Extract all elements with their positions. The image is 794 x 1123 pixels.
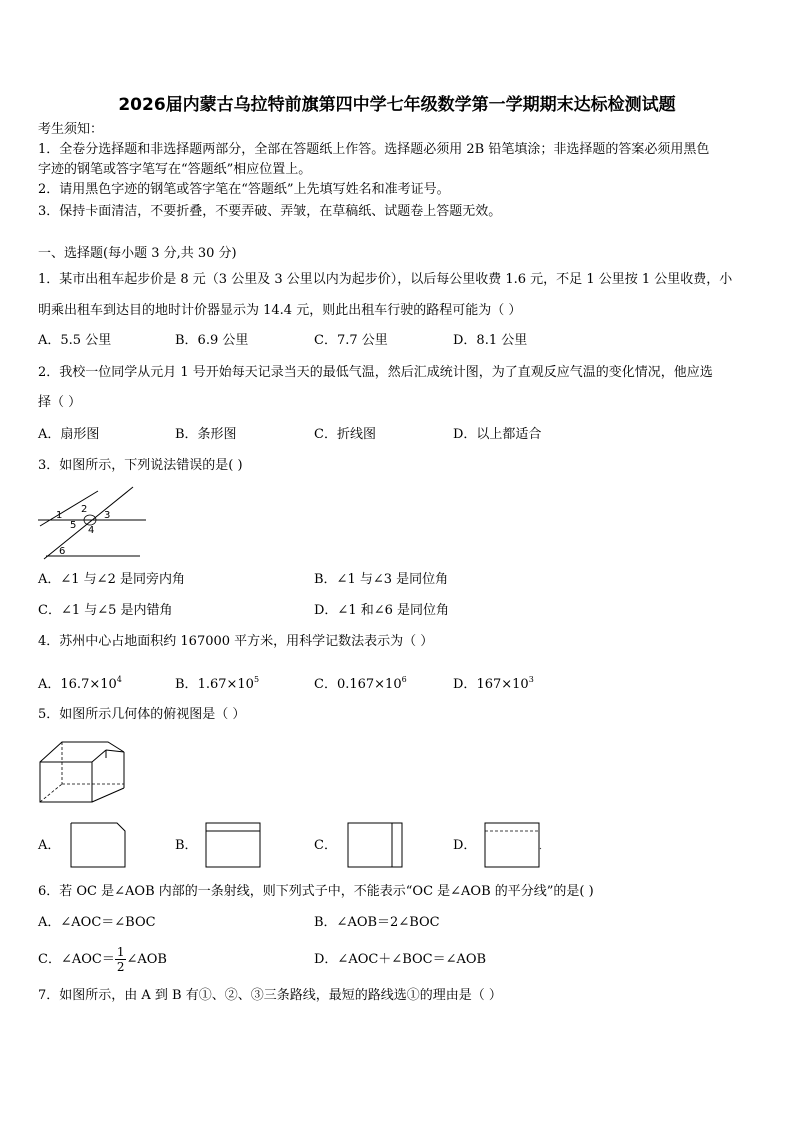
notice-item-2: 2．请用黑色字迹的钢笔或答字笔在“答题纸”上先填写姓名和准考证号。 bbox=[38, 182, 450, 197]
q5-option-d-figure[interactable] bbox=[484, 822, 542, 868]
q5-option-c-label[interactable]: C． bbox=[314, 838, 337, 853]
q1-option-c[interactable]: C．7.7 公里 bbox=[314, 333, 388, 348]
q4-option-a[interactable] bbox=[38, 672, 122, 693]
q4-option-a-label: A． bbox=[38, 677, 61, 692]
q4-option-a-base: 16.7×10 bbox=[60, 677, 117, 692]
q5-option-d-label[interactable]: D． bbox=[453, 838, 477, 853]
q1-stem-line-2: 明乘出租车到达目的地时计价器显示为 14.4 元，则此出租车行驶的路程可能为（ ） bbox=[38, 303, 522, 318]
q4-stem: 4．苏州中心占地面积约 167000 平方米，用科学记数法表示为（ ） bbox=[38, 634, 434, 649]
q6-option-b[interactable]: B．∠AOB＝2∠BOC bbox=[314, 915, 440, 930]
q5-option-c-figure[interactable] bbox=[347, 822, 403, 868]
notice-heading: 考生须知： bbox=[38, 122, 104, 137]
q4-option-d-base: 167×10 bbox=[476, 677, 529, 692]
q2-stem-line-1: 2．我校一位同学从元月 1 号开始每天记录当天的最低气温，然后汇成统计图，为了直观反应气温的变化情况，他应选 bbox=[38, 365, 713, 380]
q5-option-a-figure[interactable] bbox=[70, 822, 126, 868]
q3-transversal-left bbox=[40, 491, 98, 526]
section-heading: 一、选择题(每小题 3 分,共 30 分) bbox=[38, 246, 237, 261]
q3-angle-label-4: 4 bbox=[88, 525, 95, 536]
q3-angle-label-2: 2 bbox=[81, 504, 88, 515]
q4-option-b[interactable] bbox=[175, 672, 259, 693]
q2-option-a[interactable]: A．扇形图 bbox=[38, 427, 100, 442]
q6-stem: 6．若 OC 是∠AOB 内部的一条射线，则下列式子中，不能表示“OC 是∠AOB 的平分线”的是( ) bbox=[38, 884, 594, 899]
q4-option-c-label: C． bbox=[314, 677, 337, 692]
q4-option-c[interactable] bbox=[314, 672, 407, 693]
q6-option-c-numerator: 1 bbox=[116, 945, 125, 959]
q5-stem: 5．如图所示几何体的俯视图是（ ） bbox=[38, 707, 246, 722]
q7-stem: 7．如图所示，由 A 到 B 有①、②、③三条路线，最短的路线选①的理由是（ ） bbox=[38, 988, 502, 1003]
q3-angle-arc bbox=[84, 515, 96, 520]
q6-option-a[interactable]: A．∠AOC＝∠BOC bbox=[38, 915, 156, 930]
q5-option-a-label[interactable]: A． bbox=[38, 838, 61, 853]
notice-item-3: 3．保持卡面清洁，不要折叠，不要弄破、弄皱，在草稿纸、试题卷上答题无效。 bbox=[38, 204, 502, 219]
q3-angle-label-5: 5 bbox=[70, 520, 77, 531]
q4-option-d[interactable] bbox=[453, 672, 534, 693]
q1-stem-line-1: 1．某市出租车起步价是 8 元（3 公里及 3 公里以内为起步价），以后每公里收费 1.6 元，不足 1 公里按 1 公里收费，小 bbox=[38, 272, 733, 287]
q2-option-d[interactable]: D．以上都适合 bbox=[453, 427, 542, 442]
q6-option-d[interactable]: D．∠AOC＋∠BOC＝∠AOB bbox=[314, 952, 487, 967]
q1-option-b[interactable]: B．6.9 公里 bbox=[175, 333, 249, 348]
q3-option-d[interactable]: D．∠1 和∠6 是同位角 bbox=[314, 603, 450, 618]
q4-option-b-label: B． bbox=[175, 677, 198, 692]
q2-stem-line-2: 择（ ） bbox=[38, 395, 82, 410]
q2-option-c[interactable]: C．折线图 bbox=[314, 427, 376, 442]
q3-angle-label-1: 1 bbox=[56, 510, 63, 521]
q4-option-d-exp: 3 bbox=[528, 675, 534, 684]
q6-option-c-prefix: C．∠AOC＝ bbox=[38, 952, 115, 967]
q4-option-c-exp: 6 bbox=[401, 675, 407, 684]
q3-option-b[interactable]: B．∠1 与∠3 是同位角 bbox=[314, 572, 449, 587]
q3-angle-label-3: 3 bbox=[104, 510, 111, 521]
q5-option-b-figure[interactable] bbox=[205, 822, 261, 868]
q4-option-c-base: 0.167×10 bbox=[336, 677, 402, 692]
q4-option-b-exp: 5 bbox=[253, 675, 260, 684]
q3-transversal-right bbox=[44, 487, 133, 559]
q5-option-b-label[interactable]: B． bbox=[175, 838, 198, 853]
q6-option-c[interactable] bbox=[38, 942, 167, 978]
exam-title: 2026届内蒙古乌拉特前旗第四中学七年级数学第一学期期末达标检测试题 bbox=[118, 95, 676, 115]
q4-option-b-base: 1.67×10 bbox=[197, 677, 254, 692]
q3-stem: 3．如图所示，下列说法错误的是( ) bbox=[38, 458, 243, 473]
q6-option-c-suffix: ∠AOB bbox=[126, 952, 167, 967]
q1-option-a[interactable]: A．5.5 公里 bbox=[38, 333, 112, 348]
q1-option-d[interactable]: D．8.1 公里 bbox=[453, 333, 528, 348]
q6-option-c-denominator: 2 bbox=[116, 960, 125, 974]
q4-option-d-label: D． bbox=[453, 677, 477, 692]
q2-option-b[interactable]: B．条形图 bbox=[175, 427, 237, 442]
q3-angle-figure bbox=[36, 485, 148, 561]
q3-angle-label-6: 6 bbox=[59, 546, 66, 557]
notice-item-1-line-2: 字迹的钢笔或答字笔写在“答题纸”相应位置上。 bbox=[38, 162, 312, 177]
q3-option-a[interactable]: A．∠1 与∠2 是同旁内角 bbox=[38, 572, 185, 587]
q4-option-a-exp: 4 bbox=[116, 675, 122, 684]
q3-option-c[interactable]: C．∠1 与∠5 是内错角 bbox=[38, 603, 173, 618]
q5-solid-figure bbox=[38, 740, 128, 804]
notice-item-1-line-1: 1．全卷分选择题和非选择题两部分，全部在答题纸上作答。选择题必须用 2B 铅笔填涂；非选择题的答案必须用黑色 bbox=[38, 142, 710, 157]
q6-option-c-fraction bbox=[115, 945, 127, 974]
